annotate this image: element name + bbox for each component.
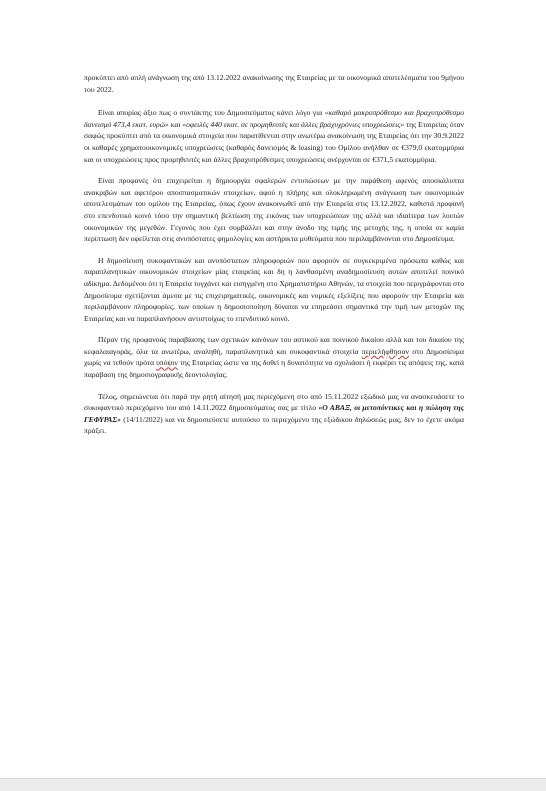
text-segment: (14/11/2022) και να δημοσιεύσετε αυτούσιο το περιεχόμενο της εξώδικου δηλώσεώς μας, δεν το έχετε ακόμα πράξει. — [84, 414, 464, 436]
text-segment: περιελήφθησαν — [361, 346, 409, 356]
text-segment: Είναι απορίας άξιο πως ο συντάκτης του Δημοσιεύματος κάνει λόγο για — [98, 108, 325, 118]
text-segment: Τέλος, σημειώνεται ότι παρά την ρητή αίτησή μας περιεχόμενη στο από 15.11.2022 εξώδικό μας να ανασκευάσετε το συκοφαντικό περιεχόμενο του από 14.11.2022 δημοσιεύματος σας με τίτλο — [84, 391, 464, 413]
text-segment: προκύπτει από απλή ανάγνωση της από 13.12.2022 ανακοίνωσης της Εταιρείας με τα οικονομικά αποτελέσματα του 9μήνου του 2022. — [84, 73, 464, 94]
text-segment: Είναι προφανές ότι επιχειρείται η δημιουργία σφαλερών εντυπώσεων με την παράθεση αφενός αποσκάλυπτα ανακριβών και αφετέρου αποσπασματικών στοιχείων, αφού η πλήρης και ολοκληρωμένη ανάγνωση των οικονομικών αποτελεσμάτων του ομίλου της Εταιρείας, όπως έχουν ανακοινωθεί από την Εταιρεία στις 13.12.2022, καθιστά προφανή στο επενδυτικό κοινό τόσο την σημαντική βελτίωση της εικόνας των υποχρεώσεων της αλλά και ιδιαίτερα των λοιπών οικονομικών της μεγεθών. Γεγονός που έχει συμβάλλει και στην άνοδο της τιμής της μετοχής της, η οποία σε καμία περίπτωση δεν οφείλεται στις ανυπόστατες φημολογίες και αστήρικτα μυθεύματα που περιλαμβάνονται στο Δημοσίευμα. — [84, 176, 464, 244]
text-segment: «Ο ΑΒΑΞ, οι μετοπόντικες και η πώληση της ΓΕΦΥΡΑΣ» — [84, 403, 464, 424]
paragraph-continuation — [84, 72, 464, 95]
text-segment: «καθαρό μακροπρόθεσμο και βραχυπρόθεσμο δανεισμό 473,4 εκατ. ευρώ» — [84, 108, 464, 129]
paragraph-journalistic-ethics — [84, 334, 464, 380]
text-segment: υπόψιν — [156, 358, 178, 368]
paragraph-criminal-offense — [84, 255, 464, 325]
document-body — [84, 72, 464, 447]
paragraph-misleading-impressions — [84, 175, 464, 245]
text-segment: «οφειλές 440 εκατ. σε προμηθευτές και άλλες βραχυχρόνιες υποχρεώσεις» — [182, 119, 405, 129]
text-segment: Η δημοσίευση συκοφαντικών και ανυπόστατων πληροφοριών που αφορούν σε συγκεκριμένα πρόσωπα καθώς και παραπλανητικών οικονομικών στοιχείων μίας εταιρείας και δη η λανθασμένη αναδημοσίευση αυτών αποτελεί ποινικό αδίκημα. Δεδομένου ότι η Εταιρεία τυγχάνει και εισηγμένη στο Χρηματιστήριο Αθηνών, τα στοιχεία που περιγράφονται στο Δημοσίευμα σχετίζονται άμεσα με τις επιχειρηματικές, οικονομικές και νομικές εξελίξεις που αφορούν την Εταιρεία και περιλαμβάνουν πληροφορίες, των οποίων η δημοσιοποίηση δύναται να επηρεάσει σημαντικά την τιμή των μετοχών της Εταιρείας και να παραπλανήσουν αντιστοίχως το επενδυτικό κοινό. — [84, 255, 464, 323]
viewer-bottom-bar — [0, 778, 546, 791]
text-segment: και — [168, 119, 183, 129]
text-segment: Πέραν της προφανούς παραβίασης των σχετικών κανόνων του αστικού και ποινικού δικαίου αλλά και του δικαίου της κεφαλαιαγοράς, όλα τα ανωτέρω, αναληθή, παραπλανητικά και συκοφαντικά στοιχεία — [84, 335, 464, 356]
text-segment: στο Δημοσίευμα χωρίς να τεθούν πρότα — [84, 346, 464, 368]
paragraph-debt-figures — [84, 107, 464, 165]
paragraph-extrajudicial-request — [84, 391, 464, 437]
text-segment: της Εταιρείας ώστε να της δοθεί η δυνατότητα να σχολιάσει ή εκφέρει τις απόψεις της, κατά παράβαση της δημοσιογραφικής δεοντολογίας. — [84, 358, 464, 380]
text-segment: της Εταιρείας όταν σαφώς προκύπτει από τα οικονομικά στοιχεία που παρατίθενται στην ανωτέρω ανακοίνωση της Εταιρείας ότι την 30.9.2022 οι καθαρές χρηματοοικονομικές υποχρεώσεις (καθαρός δανεισμός & leasing) του Ομίλου ανήλθαν σε €379,0 εκατομμύρια και οι υποχρεώσεις προς προμηθευτές και άλλες βραχυπρόθεσμες υποχρεώσεις ανέρχονται σε €371,5 εκατομμύρια. — [84, 119, 464, 164]
